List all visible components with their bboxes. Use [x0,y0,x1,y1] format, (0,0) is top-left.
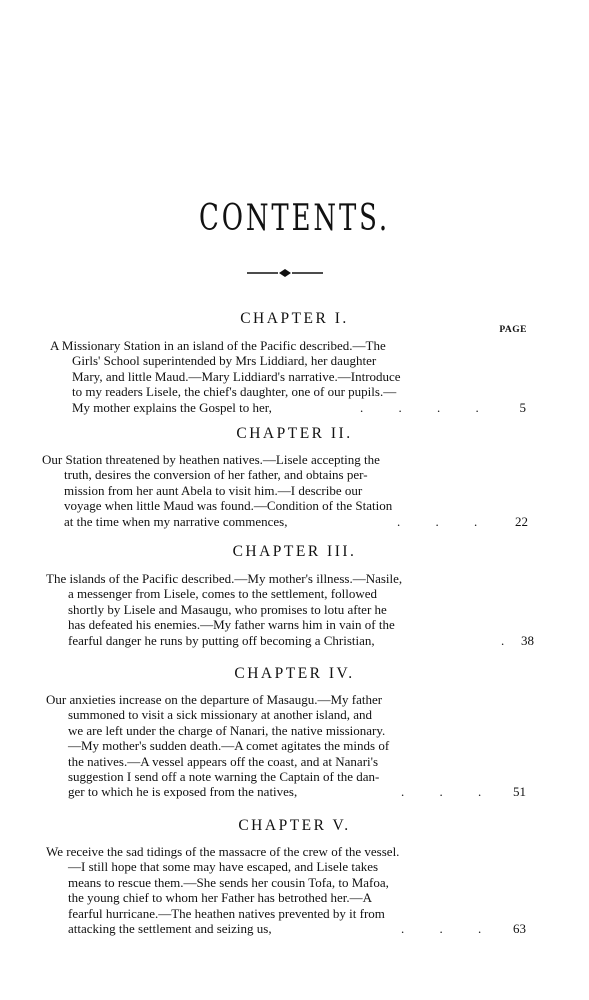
entry-line: A Missionary Station in an island of the Pacific described.—The [50,338,386,353]
entry-line: The islands of the Pacific described.—My mother's illness.—Nasile, [46,571,403,586]
chapter-5-entry [46,844,526,936]
leader-dots: . [501,632,521,648]
entry-line-last [50,400,526,415]
entry-line-last [42,514,526,529]
entry-line: Girls' School superintended by Mrs Liddiard, her daughter [72,353,377,369]
entry-line-last [46,784,526,800]
chapter-1-heading: CHAPTER I. [240,310,349,327]
entry-line: Mary, and little Maud.—Mary Liddiard's narrative.—Introduce [72,368,401,384]
entry-line: the natives.—A vessel appears off the coast, and at Nanari's [68,753,379,769]
leader-dots: . . . [397,513,494,529]
entry-line-text: My mother explains the Gospel to her, [72,399,272,415]
entry-line-text: ger to which he is exposed from the natives, [68,784,298,800]
entry-line: shortly by Lisele and Masaugu, who promises to lotu after he [68,601,387,617]
chapter-1-entry [50,338,526,415]
chapter-5-heading: CHAPTER V. [238,817,351,834]
page-number: 51 [513,784,526,800]
entry-line-text: attacking the settlement and seizing us, [68,920,272,936]
leader-dots: . . . [401,920,498,936]
entry-line: suggestion I send off a note warning the Captain of the dan- [68,768,380,784]
entry-line: truth, desires the conversion of her father, and obtains per- [64,467,368,483]
page-number: 5 [519,399,526,415]
entry-line: voyage when little Maud was found.—Condition of the Station [64,498,393,514]
entry-line: fearful hurricane.—The heathen natives prevented by it from [68,905,385,921]
entry-line: a messenger from Lisele, comes to the settlement, followed [68,586,378,602]
entry-line: the young chief to whom her Father has betrothed her.—A [68,890,372,906]
page-number: 38 [521,632,534,648]
chapter-4-entry [46,692,526,800]
chapter-2-heading: CHAPTER II. [236,425,353,442]
entry-line-last [46,633,532,648]
page-number: 22 [515,513,528,529]
entry-line: has defeated his enemies.—My father warns him in vain of the [68,617,395,633]
chapter-3-heading: CHAPTER III. [232,543,357,560]
page-title: CONTENTS. [199,198,390,239]
entry-line: to my readers Lisele, the chief's daughter, one of our pupils.— [72,384,397,400]
entry-line: mission from her aunt Abela to visit him.—I describe our [64,482,363,498]
entry-line: summoned to visit a sick missionary at another island, and [68,707,373,723]
entry-line: We receive the sad tidings of the massacre of the crew of the vessel. [46,844,400,859]
entry-line: means to rescue them.—She sends her cousin Tofa, to Mafoa, [68,874,389,890]
chapter-3-entry [46,571,532,648]
entry-line-text: fearful danger he runs by putting off becoming a Christian, [68,632,375,648]
entry-line: Our anxieties increase on the departure of Masaugu.—My father [46,692,383,707]
entry-line: —My mother's sudden death.—A comet agitates the minds of [68,738,390,754]
chapter-4-heading: CHAPTER IV. [234,665,355,682]
ornament-divider-icon [247,268,323,278]
entry-line: Our Station threatened by heathen natives.—Lisele accepting the [42,452,380,467]
page-column-label: PAGE [499,325,527,335]
page-number: 63 [513,920,526,936]
entry-line: we are left under the charge of Nanari, the native missionary. [68,722,386,738]
leader-dots: . . . . [360,399,495,415]
chapter-2-entry [42,452,526,529]
leader-dots: . . . [401,784,498,800]
entry-line: —I still hope that some may have escaped, and Lisele takes [68,859,379,875]
entry-line-text: at the time when my narrative commences, [64,513,288,529]
entry-line-last [46,920,526,936]
